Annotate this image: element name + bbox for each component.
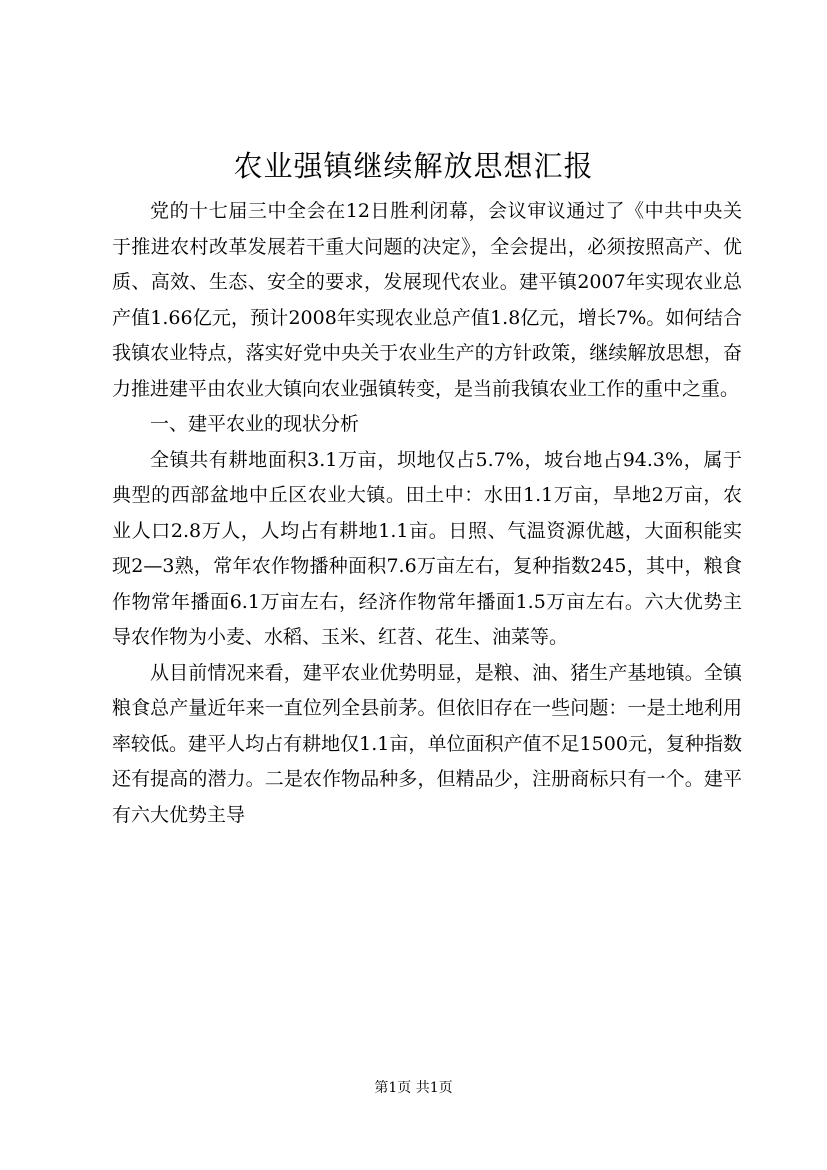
paragraph-status: 全镇共有耕地面积3.1万亩，坝地仅占5.7%，坡台地占94.3%，属于典型的西部盆地中丘区农业大镇。田土中：水田1.1万亩，旱地2万亩，农业人口2.8万人，人均占有耕地1.1亩。日照、气温资源优越，大面积能实现2—3熟，常年农作物播种面积7.6万亩左右，复种指数245，其中，粮食作物常年播面6.1万亩左右，经济作物常年播面1.5万亩左右。六大优势主导农作物为小麦、水稻、玉米、红苕、花生、油菜等。 bbox=[112, 448, 742, 648]
paragraph-problems: 从目前情况来看，建平农业优势明显，是粮、油、猪生产基地镇。全镇粮食总产量近年来一直位列全县前茅。但依旧存在一些问题：一是土地利用率较低。建平人均占有耕地仅1.1亩，单位面积产值不足1500元，复种指数还有提高的潜力。二是农作物品种多，但精品少，注册商标只有一个。建平有六大优势主导 bbox=[112, 661, 742, 826]
document-title: 农业强镇继续解放思想汇报 bbox=[233, 149, 594, 183]
document-body bbox=[112, 194, 742, 833]
section-heading: 一、建平农业的现状分析 bbox=[150, 413, 360, 435]
paragraph-intro: 党的十七届三中全会在12日胜利闭幕，会议审议通过了《中共中央关于推进农村改革发展若干重大问题的决定》，全会提出，必须按照高产、优质、高效、生态、安全的要求，发展现代农业。建平镇2007年实现农业总产值1.66亿元，预计2008年实现农业总产值1.8亿元，增长7%。如何结合我镇农业特点，落实好党中央关于农业生产的方针政策，继续解放思想，奋力推进建平由农业大镇向农业强镇转变，是当前我镇农业工作的重中之重。 bbox=[112, 200, 742, 400]
page-footer: 第1页 共1页 bbox=[374, 1080, 453, 1096]
